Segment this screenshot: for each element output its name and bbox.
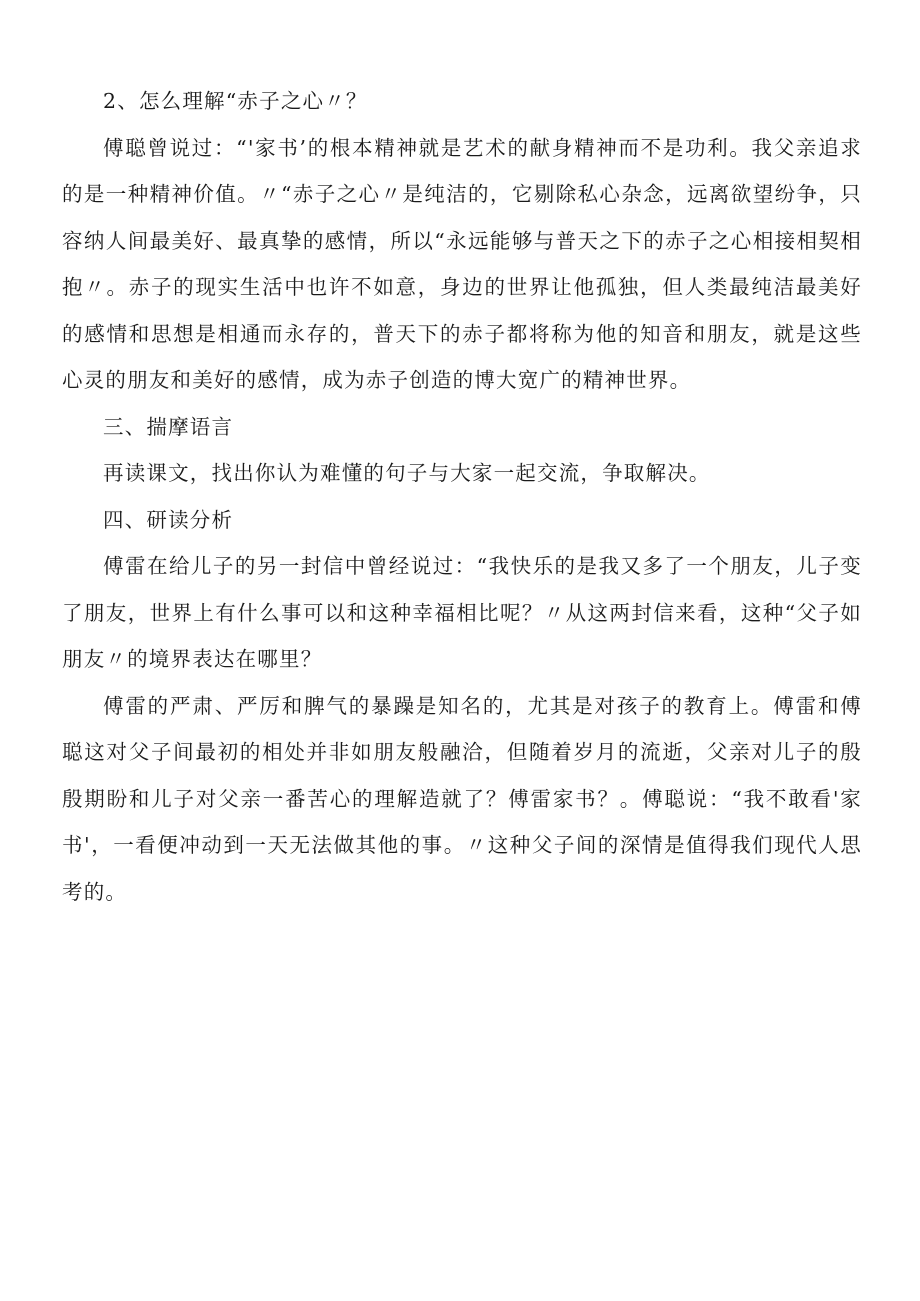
answer-paragraph: 傅聪曾说过：“'家书’的根本精神就是艺术的献身精神而不是功利。我父亲追求的是一种精神价值。〃“赤子之心〃是纯洁的，它剔除私心杂念，远离欲望纷争，只容纳人间最美好、最真挚的感情，所以“永远能够与普天之下的赤子之心相接相契相抱〃。赤子的现实生活中也许不如意，身边的世界让他孤独，但人类最纯洁最美好的感情和思想是相通而永存的，普天下的赤子都将称为他的知音和朋友，就是这些心灵的朋友和美好的感情，成为赤子创造的博大宽广的精神世界。 (62, 135, 862, 392)
question-heading: 2、怎么理解“赤子之心〃？ (103, 89, 368, 113)
document-page (62, 78, 862, 915)
section-heading-language: 三、揣摩语言 (103, 414, 234, 439)
analysis-question-paragraph: 傅雷在给儿子的另一封信中曾经说过：“我快乐的是我又多了一个朋友，儿子变了朋友，世界上有什么事可以和这种幸福相比呢？〃从这两封信来看，这种“父子如朋友〃的境界表达在哪里？ (62, 554, 862, 671)
section-heading-analysis: 四、研读分析 (103, 507, 234, 532)
analysis-answer-paragraph: 傅雷的严肃、严厉和脾气的暴躁是知名的，尤其是对孩子的教育上。傅雷和傅聪这对父子间最初的相处并非如朋友般融洽，但随着岁月的流逝，父亲对儿子的殷殷期盼和儿子对父亲一番苦心的理解造就了？傅雷家书？。傅聪说：“我不敢看'家书'，一看便冲动到一天无法做其他的事。〃这种父子间的深情是值得我们现代人思考的。 (62, 693, 862, 904)
instruction-paragraph: 再读课文，找出你认为难懂的句子与大家一起交流，争取解决。 (103, 461, 711, 485)
